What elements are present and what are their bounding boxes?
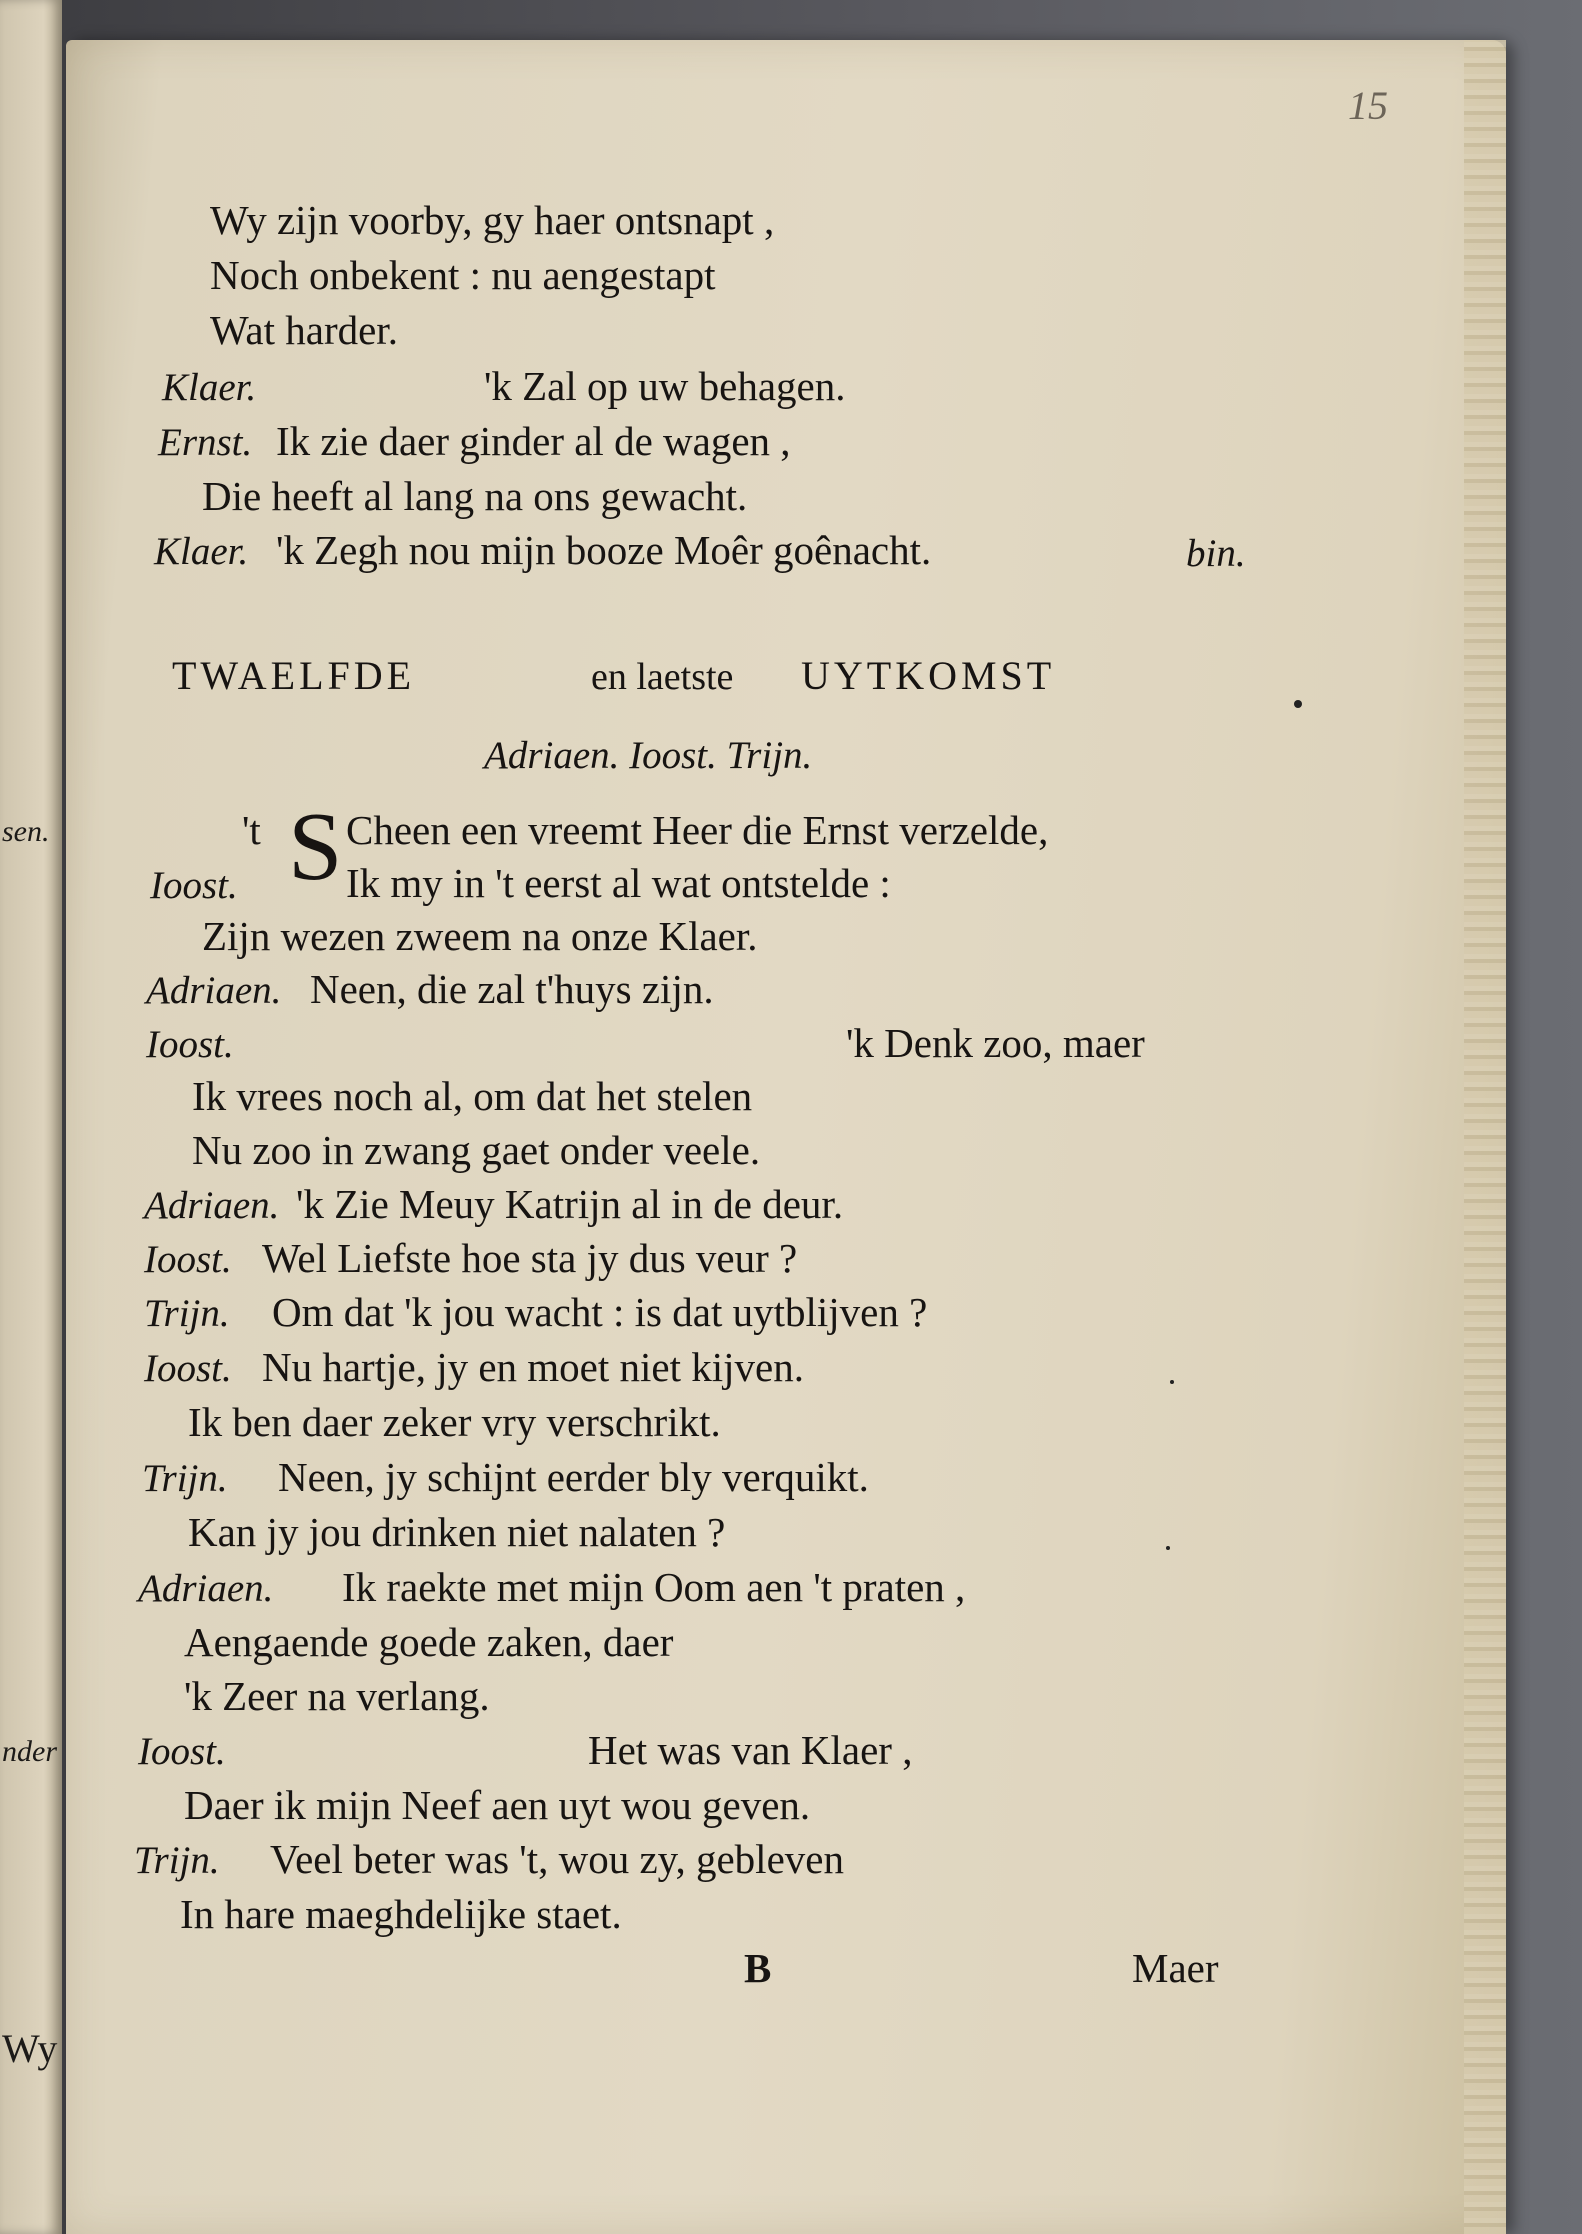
speaker-label: Ioost. bbox=[144, 1238, 232, 1281]
speaker-label: Adriaen. bbox=[138, 1567, 274, 1610]
verse-line: Ik vrees noch al, om dat het stelen bbox=[192, 1073, 753, 1119]
verse-line: Ik ben daer zeker vry verschrikt. bbox=[188, 1399, 721, 1445]
verse-line: Het was van Klaer , bbox=[588, 1727, 913, 1773]
verse-line: Kan jy jou drinken niet nalaten ? bbox=[188, 1509, 726, 1555]
left-page-fragment: nder bbox=[2, 1735, 57, 1768]
book-page bbox=[66, 40, 1506, 2234]
speaker-label: Trijn. bbox=[142, 1457, 228, 1500]
speaker-label: Ioost. bbox=[150, 864, 238, 907]
speaker-label: Adriaen. bbox=[144, 1184, 280, 1227]
verse-line: Nu zoo in zwang gaet onder veele. bbox=[192, 1127, 761, 1173]
cast-list: Adriaen. Ioost. Trijn. bbox=[484, 734, 813, 777]
verse-line: Zijn wezen zweem na onze Klaer. bbox=[202, 913, 758, 959]
verse-line: 'k Denk zoo, maer bbox=[846, 1020, 1145, 1066]
verse-line: Daer ik mijn Neef aen uyt wou geven. bbox=[184, 1782, 811, 1828]
verse-line: Nu hartje, jy en moet niet kijven. bbox=[262, 1344, 804, 1390]
speaker-label: Ioost. bbox=[138, 1730, 226, 1773]
speaker-label: Adriaen. bbox=[146, 969, 282, 1012]
signature-mark: B bbox=[744, 1945, 772, 1991]
verse-line: Wat harder. bbox=[210, 307, 398, 353]
verse-line: 'k Zeer na verlang. bbox=[184, 1673, 490, 1719]
verse-line: Ik raekte met mijn Oom aen 't praten , bbox=[342, 1564, 966, 1610]
verse-line: Aengaende goede zaken, daer bbox=[184, 1619, 674, 1665]
verse-line: Neen, die zal t'huys zijn. bbox=[310, 966, 714, 1012]
speaker-label: Trijn. bbox=[144, 1292, 230, 1335]
speaker-label: Ioost. bbox=[146, 1023, 234, 1066]
verse-line: Die heeft al lang na ons gewacht. bbox=[202, 473, 748, 519]
verse-line: Veel beter was 't, wou zy, gebleven bbox=[270, 1836, 844, 1882]
verse-line: Neen, jy schijnt eerder bly verquikt. bbox=[278, 1454, 869, 1500]
verse-line: 'k Zie Meuy Katrijn al in de deur. bbox=[296, 1181, 844, 1227]
ink-dot bbox=[1166, 1546, 1170, 1550]
catchword: Maer bbox=[1132, 1945, 1219, 1991]
verse-line: In hare maeghdelijke staet. bbox=[180, 1891, 622, 1937]
speaker-label: Trijn. bbox=[134, 1839, 220, 1882]
verse-line: Wy zijn voorby, gy haer ontsnapt , bbox=[210, 197, 775, 243]
stage-direction: bin. bbox=[1186, 532, 1246, 575]
previous-page-edge bbox=[0, 0, 62, 2234]
drop-cap: S bbox=[288, 793, 343, 901]
speaker-label: Ernst. bbox=[158, 421, 253, 464]
page-edge bbox=[1464, 40, 1506, 2234]
verse-line: Cheen een vreemt Heer die Ernst verzelde, bbox=[346, 807, 1049, 853]
left-page-fragment: Wy bbox=[2, 2026, 58, 2071]
page-number: 15 bbox=[1348, 83, 1388, 128]
verse-line: Ik my in 't eerst al wat ontstelde : bbox=[346, 860, 891, 906]
ink-dot bbox=[1294, 700, 1302, 708]
act-heading-end: UYTKOMST bbox=[801, 653, 1056, 698]
speaker-label: Ioost. bbox=[144, 1347, 232, 1390]
speaker-label: Klaer. bbox=[154, 530, 249, 573]
verse-line: 'k Zegh nou mijn booze Moêr goênacht. bbox=[276, 527, 932, 573]
left-page-fragment: sen. bbox=[2, 815, 50, 848]
act-heading-main: TWAELFDE bbox=[172, 653, 416, 698]
act-heading-connector: en laetste bbox=[591, 656, 734, 698]
speaker-label: Klaer. bbox=[162, 366, 257, 409]
verse-line: Ik zie daer ginder al de wagen , bbox=[276, 418, 791, 464]
ink-dot bbox=[1170, 1380, 1174, 1384]
verse-line: 't bbox=[242, 807, 261, 853]
verse-line: Noch onbekent : nu aengestapt bbox=[210, 252, 716, 298]
verse-line: 'k Zal op uw behagen. bbox=[484, 363, 846, 409]
verse-line: Wel Liefste hoe sta jy dus veur ? bbox=[262, 1235, 798, 1281]
verse-line: Om dat 'k jou wacht : is dat uytblijven ? bbox=[272, 1289, 928, 1335]
